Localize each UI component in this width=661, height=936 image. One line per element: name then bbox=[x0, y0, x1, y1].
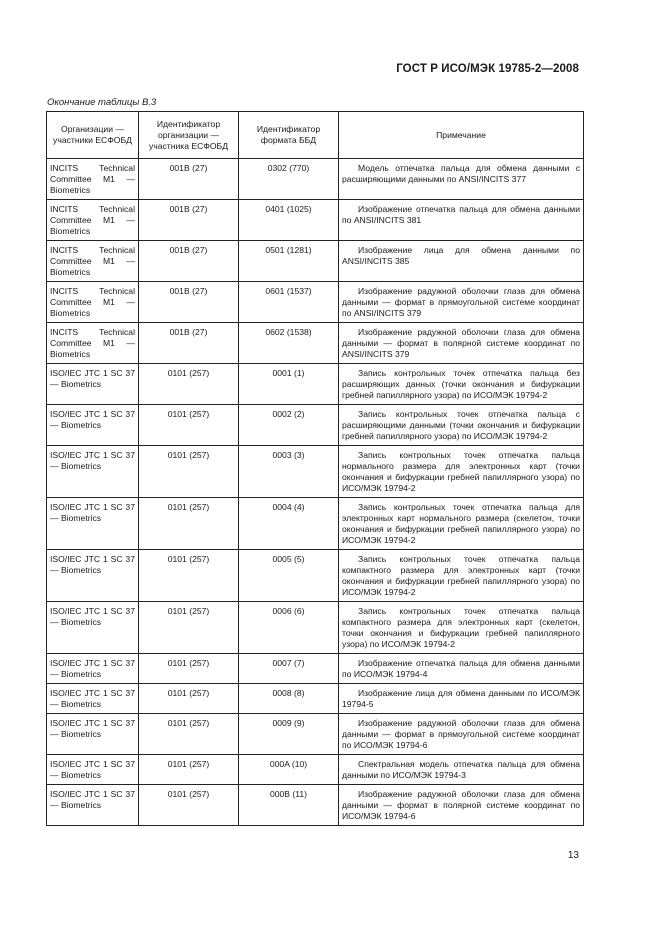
table-row bbox=[47, 323, 584, 364]
table-row bbox=[47, 159, 584, 200]
cell-note bbox=[339, 200, 584, 241]
table-row bbox=[47, 364, 584, 405]
cell-format-id: 0501 (1281) bbox=[239, 241, 339, 282]
table-row bbox=[47, 282, 584, 323]
table-row bbox=[47, 241, 584, 282]
cell-organization: ISO/IEC JTC 1 SC 37 — Biometrics bbox=[47, 498, 139, 550]
cell-organization: ISO/IEC JTC 1 SC 37 — Biometrics bbox=[47, 602, 139, 654]
table-row bbox=[47, 785, 584, 826]
cell-organization-id: 001B (27) bbox=[139, 241, 239, 282]
table-row bbox=[47, 498, 584, 550]
cell-organization: INCITS Technical Committee M1 — Biometrics bbox=[47, 241, 139, 282]
cell-format-id: 0007 (7) bbox=[239, 654, 339, 684]
note-text: Изображение радужной оболочки глаза для обмена данными — формат в прямоугольной системе координат по ИСО/МЭК 19794-6 bbox=[342, 718, 580, 750]
note-text: Изображение лица для обмена данными по ИСО/МЭК 19794-5 bbox=[342, 688, 580, 709]
cell-organization-id: 001B (27) bbox=[139, 323, 239, 364]
cell-organization: ISO/IEC JTC 1 SC 37 — Biometrics bbox=[47, 714, 139, 755]
cell-organization: INCITS Technical Committee M1 — Biometrics bbox=[47, 200, 139, 241]
column-header-organization: Организации — участники ЕСФОБД bbox=[47, 112, 139, 159]
cell-note bbox=[339, 241, 584, 282]
cell-note bbox=[339, 282, 584, 323]
note-text: Запись контрольных точек отпечатка пальца для электронных карт нормального размера (скелетон, точки окончания и бифуркации гребней папиллярного узора) по ИСО/МЭК 19794-2 bbox=[342, 502, 580, 545]
cell-organization-id: 0101 (257) bbox=[139, 755, 239, 785]
page-number: 13 bbox=[567, 850, 579, 861]
formats-table bbox=[46, 111, 584, 826]
cell-organization: ISO/IEC JTC 1 SC 37 — Biometrics bbox=[47, 684, 139, 714]
cell-note bbox=[339, 159, 584, 200]
cell-note bbox=[339, 684, 584, 714]
cell-note bbox=[339, 785, 584, 826]
table-row bbox=[47, 550, 584, 602]
note-text: Запись контрольных точек отпечатка пальца компактного размера для электронных карт (точки окончания и бифуркации гребней папиллярного узора) по ИСО/МЭК 19794-2 bbox=[342, 554, 580, 597]
cell-organization-id: 001B (27) bbox=[139, 159, 239, 200]
cell-format-id: 0001 (1) bbox=[239, 364, 339, 405]
cell-note bbox=[339, 323, 584, 364]
cell-organization-id: 0101 (257) bbox=[139, 654, 239, 684]
table-row bbox=[47, 684, 584, 714]
table-row bbox=[47, 714, 584, 755]
table-row bbox=[47, 654, 584, 684]
note-text: Изображение лица для обмена данными по ANSI/INCITS 385 bbox=[342, 245, 580, 266]
cell-format-id: 0008 (8) bbox=[239, 684, 339, 714]
cell-organization: ISO/IEC JTC 1 SC 37 — Biometrics bbox=[47, 446, 139, 498]
cell-organization: ISO/IEC JTC 1 SC 37 — Biometrics bbox=[47, 654, 139, 684]
table-caption: Окончание таблицы В.3 bbox=[47, 97, 157, 108]
cell-note bbox=[339, 498, 584, 550]
note-text: Запись контрольных точек отпечатка пальца с расширяющими данными (точки окончания и бифуркации гребней папиллярного узора) по ИСО/МЭК 19794-2 bbox=[342, 409, 580, 441]
cell-organization-id: 0101 (257) bbox=[139, 550, 239, 602]
note-text: Спектральная модель отпечатка пальца для обмена данными по ИСО/МЭК 19794-3 bbox=[342, 759, 580, 780]
column-header-organization-id: Идентификатор организации — участника ЕСФОБД bbox=[139, 112, 239, 159]
note-text: Изображение радужной оболочки глаза для обмена данными — формат в полярной системе координат по ИСО/МЭК 19794-6 bbox=[342, 789, 580, 821]
table-row bbox=[47, 446, 584, 498]
cell-organization: ISO/IEC JTC 1 SC 37 — Biometrics bbox=[47, 785, 139, 826]
cell-note bbox=[339, 654, 584, 684]
cell-format-id: 0601 (1537) bbox=[239, 282, 339, 323]
cell-format-id: 000B (11) bbox=[239, 785, 339, 826]
note-text: Изображение радужной оболочки глаза для обмена данными — формат в полярной системе координат по ANSI/INCITS 379 bbox=[342, 327, 580, 359]
cell-organization: ISO/IEC JTC 1 SC 37 — Biometrics bbox=[47, 364, 139, 405]
cell-format-id: 000A (10) bbox=[239, 755, 339, 785]
note-text: Изображение отпечатка пальца для обмена данными по ANSI/INCITS 381 bbox=[342, 204, 580, 225]
table-header-row bbox=[47, 112, 584, 159]
table-body bbox=[47, 159, 584, 826]
cell-organization-id: 001B (27) bbox=[139, 200, 239, 241]
cell-format-id: 0003 (3) bbox=[239, 446, 339, 498]
cell-organization: INCITS Technical Committee M1 — Biometrics bbox=[47, 159, 139, 200]
cell-note bbox=[339, 602, 584, 654]
cell-format-id: 0002 (2) bbox=[239, 405, 339, 446]
cell-format-id: 0009 (9) bbox=[239, 714, 339, 755]
cell-organization: ISO/IEC JTC 1 SC 37 — Biometrics bbox=[47, 755, 139, 785]
note-text: Запись контрольных точек отпечатка пальца без расширяющих данных (точки окончания и бифуркации гребней папиллярного узора) по ИСО/МЭК 19794-2 bbox=[342, 368, 580, 400]
cell-note bbox=[339, 405, 584, 446]
cell-note bbox=[339, 755, 584, 785]
cell-format-id: 0005 (5) bbox=[239, 550, 339, 602]
note-text: Изображение радужной оболочки глаза для обмена данными — формат в прямоугольной системе координат по ANSI/INCITS 379 bbox=[342, 286, 580, 318]
cell-organization: ISO/IEC JTC 1 SC 37 — Biometrics bbox=[47, 405, 139, 446]
cell-format-id: 0401 (1025) bbox=[239, 200, 339, 241]
cell-note bbox=[339, 446, 584, 498]
cell-organization-id: 0101 (257) bbox=[139, 714, 239, 755]
note-text: Модель отпечатка пальца для обмена данными с расширяющими данными по ANSI/INCITS 377 bbox=[342, 163, 580, 184]
table-row bbox=[47, 602, 584, 654]
cell-organization: ISO/IEC JTC 1 SC 37 — Biometrics bbox=[47, 550, 139, 602]
cell-format-id: 0004 (4) bbox=[239, 498, 339, 550]
cell-format-id: 0302 (770) bbox=[239, 159, 339, 200]
cell-note bbox=[339, 550, 584, 602]
table-row bbox=[47, 755, 584, 785]
column-header-note: Примечание bbox=[339, 112, 584, 159]
note-text: Запись контрольных точек отпечатка пальца компактного размера для электронных карт (скелетон, точки окончания и бифуркации гребней папиллярного узора) по ИСО/МЭК 19794-2 bbox=[342, 606, 580, 649]
table-row bbox=[47, 200, 584, 241]
table-row bbox=[47, 405, 584, 446]
note-text: Запись контрольных точек отпечатка пальца нормального размера для электронных карт (точки окончания и бифуркации гребней папиллярного узора) по ИСО/МЭК 19794-2 bbox=[342, 450, 580, 493]
cell-organization-id: 0101 (257) bbox=[139, 602, 239, 654]
cell-organization: INCITS Technical Committee M1 — Biometrics bbox=[47, 323, 139, 364]
note-text: Изображение отпечатка пальца для обмена данными по ИСО/МЭК 19794-4 bbox=[342, 658, 580, 679]
cell-organization-id: 0101 (257) bbox=[139, 785, 239, 826]
cell-format-id: 0006 (6) bbox=[239, 602, 339, 654]
cell-organization-id: 0101 (257) bbox=[139, 364, 239, 405]
cell-note bbox=[339, 714, 584, 755]
document-header: ГОСТ Р ИСО/МЭК 19785-2—2008 bbox=[396, 63, 579, 75]
cell-format-id: 0602 (1538) bbox=[239, 323, 339, 364]
cell-organization-id: 001B (27) bbox=[139, 282, 239, 323]
cell-organization: INCITS Technical Committee M1 — Biometrics bbox=[47, 282, 139, 323]
cell-note bbox=[339, 364, 584, 405]
cell-organization-id: 0101 (257) bbox=[139, 405, 239, 446]
cell-organization-id: 0101 (257) bbox=[139, 498, 239, 550]
cell-organization-id: 0101 (257) bbox=[139, 446, 239, 498]
cell-organization-id: 0101 (257) bbox=[139, 684, 239, 714]
column-header-format-id: Идентификатор формата ББД bbox=[239, 112, 339, 159]
